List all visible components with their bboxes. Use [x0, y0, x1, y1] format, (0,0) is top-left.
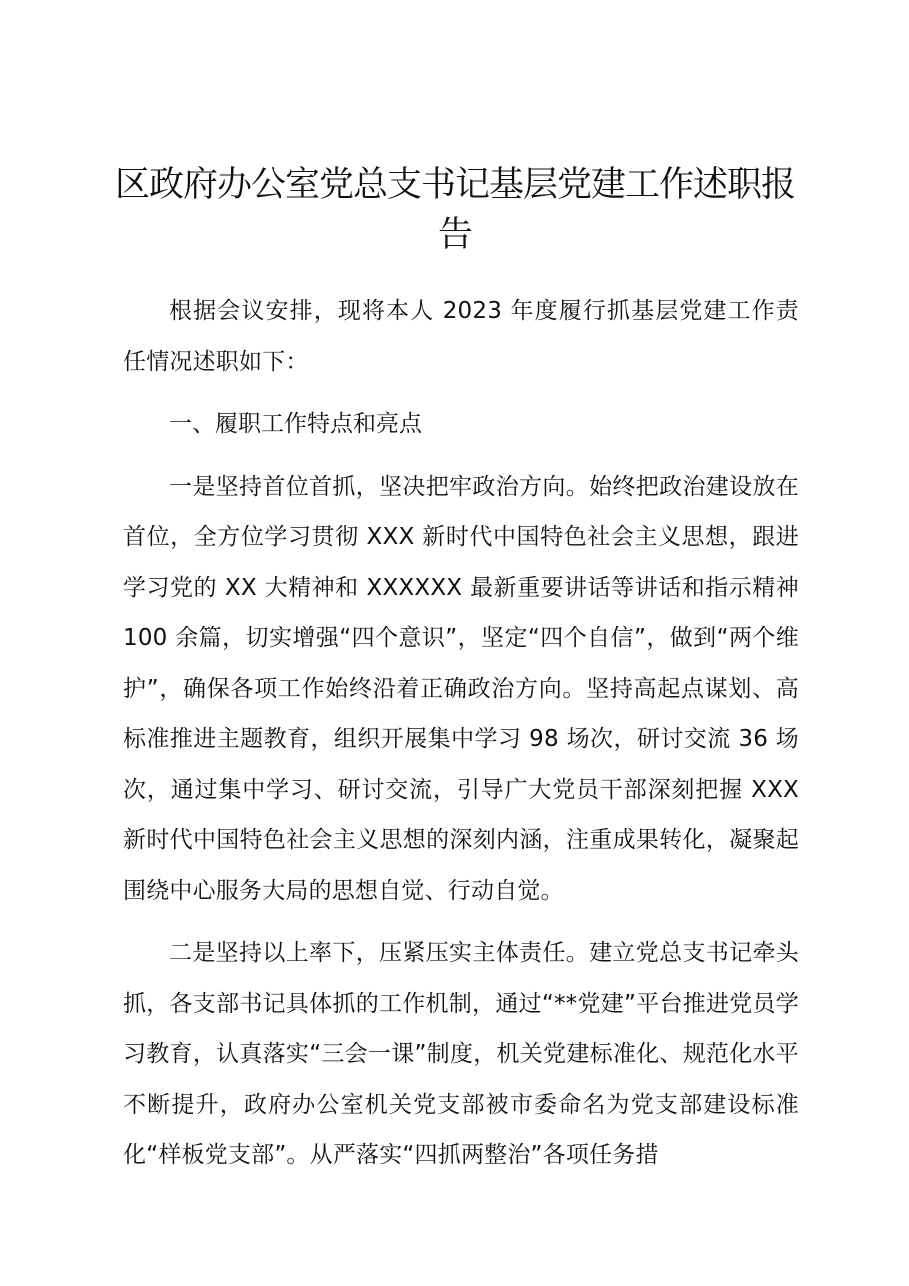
body-paragraph-1: 一是坚持首位首抓，坚决把牢政治方向。始终把政治建设放在首位，全方位学习贯彻 XXX 新时代中国特色社会主义思想，跟进学习党的 XX 大精神和 XXXXXX 最新重要讲话等讲话和指示精神 100 余篇，切实增强“四个意识”，坚定“四个自信”，做到“两个维护”，确保各项工作始终沿着正确政治方向。坚持高起点谋划、高标准推进主题教育，组织开展集中学习 98 场次，研讨交流 36 场次，通过集中学习、研讨交流，引导广大党员干部深刻把握 XXX 新时代中国特色社会主义思想的深刻内涵，注重成果转化，凝聚起围绕中心服务大局的思想自觉、行动自觉。 — [123, 473, 799, 904]
intro-paragraph: 根据会议安排，现将本人 2023 年度履行抓基层党建工作责任情况述职如下： — [123, 298, 799, 375]
document-body — [123, 286, 799, 1193]
document-title: 区政府办公室党总支书记基层党建工作述职报告 — [114, 165, 795, 255]
section-heading: 一、履职工作特点和亮点 — [169, 411, 422, 437]
body-paragraph-2: 二是坚持以上率下，压紧压实主体责任。建立党总支书记牵头抓，各支部书记具体抓的工作机制，通过“**党建”平台推进党员学习教育，认真落实“三会一课”制度，机关党建标准化、规范化水平不断提升，政府办公室机关党支部被市委命名为党支部建设标准化“样板党支部”。从严落实“四抓两整治”各项任务措 — [123, 940, 799, 1168]
